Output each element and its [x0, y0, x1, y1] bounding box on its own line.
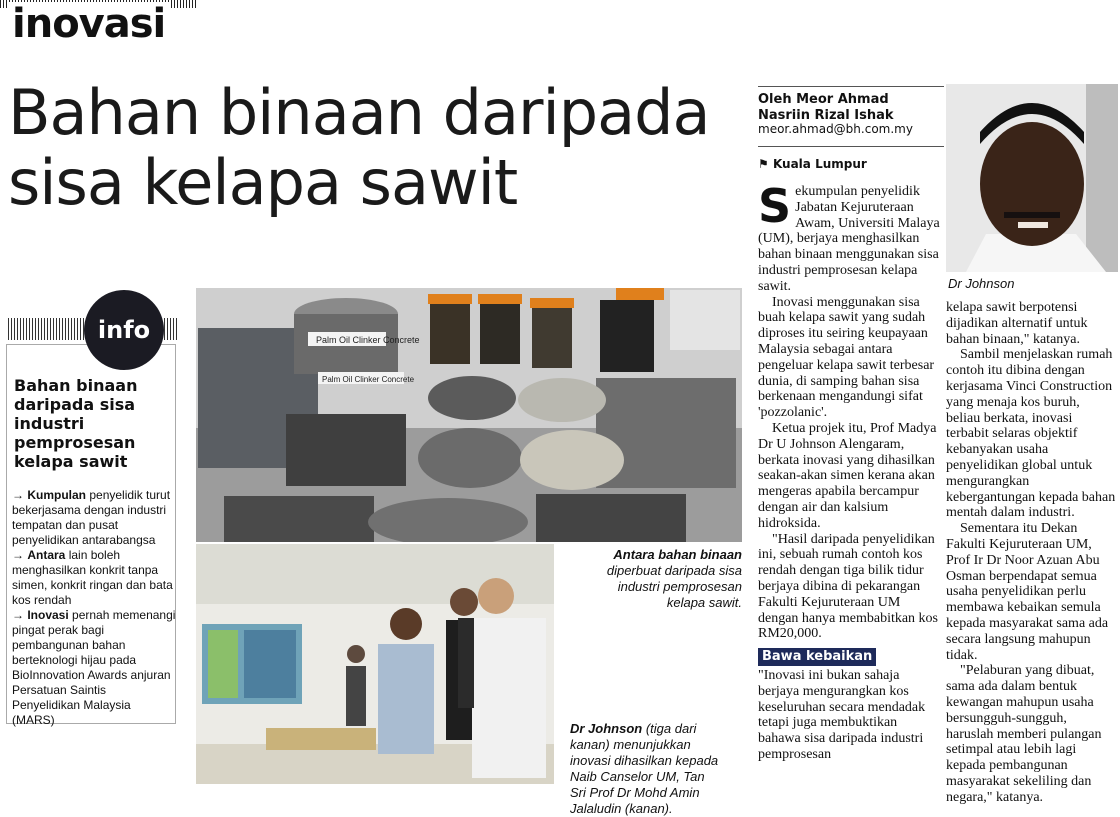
info-item-3: → Inovasi pernah memenangi pingat perak bagi pembangunan bahan berteknologi hijau pada BioInnovation Awards anjuran Persatuan Saintis Penyelidikan Malaysia (MARS)	[12, 608, 176, 727]
info-item-lead: Antara	[27, 548, 66, 562]
byline-email: meor.ahmad@bh.com.my	[758, 122, 913, 136]
headline	[8, 78, 709, 218]
article-paragraph: kelapa sawit berpotensi dijadikan alternatif untuk bahan binaan," katanya.	[946, 300, 1088, 347]
portrait-illustration	[946, 84, 1118, 272]
article-paragraph: "Pelaburan yang dibuat, sama ada dalam bentuk kewangan mahupun usaha bersungguh-sungguh, haruslah memberi pulangan setimpal atau lebih lagi kepada pembangunan masyarakat sekeliling dan negara," katanya.	[946, 663, 1102, 805]
article-column-2	[946, 300, 1116, 806]
headline-line-1: Bahan binaan daripada	[8, 76, 710, 149]
article-paragraph: "Inovasi ini bukan sahaja berjaya mengurangkan kos keseluruhan secara mendadak tetapi juga membuktikan bahawa sisa daripada industri pemprosesan	[758, 667, 926, 762]
article-paragraph: Sementara itu Dekan Fakulti Kejuruteraan UM, Prof Ir Dr Noor Azuan Abu Osman berpendapat semua usaha penyelidikan perlu membawa kebaikan semula kepada masyarakat sama ada secara langsung mahupun tidak.	[946, 521, 1109, 663]
sample-label-1: Palm Oil Clinker Concrete	[316, 335, 420, 345]
byline-author-line-1: Oleh Meor Ahmad	[758, 92, 889, 107]
exhibition-illustration	[196, 544, 554, 784]
article-column-1	[758, 179, 942, 763]
info-item-lead: Inovasi	[27, 608, 69, 622]
article-paragraph: Sambil menjelaskan rumah contoh itu dibina dengan kerjasama Vinci Construction yang menaja kos buruh, beliau berkata, inovasi terbabit selaras objektif kebanyakan usaha penyelidikan global untuk mengurangkan kebergantungan kepada bahan mentah dalam industri.	[946, 347, 1116, 521]
info-item-text: penyelidik turut bekerjasama dengan industri tempatan dan pusat penyelidikan antarabangsa	[12, 488, 171, 547]
byline-author-line-2: Nasriin Rizal Ishak	[758, 108, 894, 123]
exhibition-caption-bold: Dr Johnson	[570, 721, 643, 736]
portrait-caption: Dr Johnson	[948, 276, 1015, 291]
sample-label-2: Palm Oil Clinker Concrete	[322, 375, 415, 384]
dropcap: S	[758, 179, 792, 233]
article-paragraph: Sekumpulan penyelidik Jabatan Kejuruteraan Awam, Universiti Malaya (UM), berjaya menghasilkan bahan binaan menggunakan sisa industri pemprosesan kelapa sawit.	[758, 179, 940, 294]
subheading: Bawa kebaikan	[758, 648, 876, 666]
flag-icon: ⚑	[758, 157, 769, 171]
byline-rule-top	[758, 86, 944, 87]
article-paragraph: Inovasi menggunakan sisa buah kelapa sawit yang sudah diproses itu seiring keupayaan Malaysia sebagai antara pengeluar kelapa sawit terbesar dunia, di samping bahan sisa berkenaan mengandungi sifat 'pozzolanic'.	[758, 294, 935, 421]
headline-line-2: sisa kelapa sawit	[8, 146, 518, 219]
info-item-1: → Kumpulan penyelidik turut bekerjasama dengan industri tempatan dan pusat penyelidikan antarabangsa	[12, 488, 171, 547]
info-item-2: → Antara lain boleh menghasilkan konkrit tanpa simen, konkrit ringan dan bata kos rendah	[12, 548, 173, 607]
byline-authors	[758, 92, 944, 124]
dateline	[758, 157, 867, 171]
main-photo-caption-bold: Antara bahan binaan	[613, 547, 742, 562]
article-paragraph: "Hasil daripada penyelidikan ini, sebuah rumah contoh kos rendah dengan tiga bilik tidur berjaya dibina di pekarangan Fakulti Kejuruteraan UM dengan hanya membabitkan kos RM20,000.	[758, 531, 939, 642]
section-label: inovasi	[8, 2, 169, 46]
exhibition-caption-text: (tiga dari kanan) menunjukkan inovasi dihasilkan kepada Naib Canselor UM, Tan Sri Prof Dr Mohd Amin Jalaludin (kanan).	[570, 721, 719, 816]
concrete-samples-illustration	[196, 288, 742, 542]
info-box-title: Bahan binaan daripada sisa industri pemprosesan kelapa sawit	[14, 376, 138, 471]
main-photo-caption-text: diperbuat daripada sisa industri pemprosesan kelapa sawit.	[606, 563, 742, 610]
info-badge: info	[84, 290, 164, 370]
info-item-lead: Kumpulan	[27, 488, 87, 502]
exhibition-caption	[570, 721, 720, 817]
article-paragraph: Ketua projek itu, Prof Madya Dr U Johnson Alengaram, berkata inovasi yang dihasilkan seakan-akan simen kerana akan mengeras apabila bercampur dengan air dan kalsium hidroksida.	[758, 420, 937, 531]
photo-exhibition	[196, 544, 554, 784]
main-photo-caption	[580, 547, 742, 611]
byline-rule-bottom	[758, 146, 944, 147]
info-item-text: pernah memenangi pingat perak bagi pembangunan bahan berteknologi hijau pada BioInnovation Awards anjuran Persatuan Saintis Penyelidikan Malaysia (MARS)	[12, 608, 176, 727]
photo-portrait	[946, 84, 1118, 272]
dateline-text: Kuala Lumpur	[772, 157, 867, 171]
info-item-text: lain boleh menghasilkan konkrit tanpa simen, konkrit ringan dan bata kos rendah	[12, 548, 173, 607]
photo-concrete-samples	[196, 288, 742, 542]
info-box-list	[12, 488, 176, 728]
